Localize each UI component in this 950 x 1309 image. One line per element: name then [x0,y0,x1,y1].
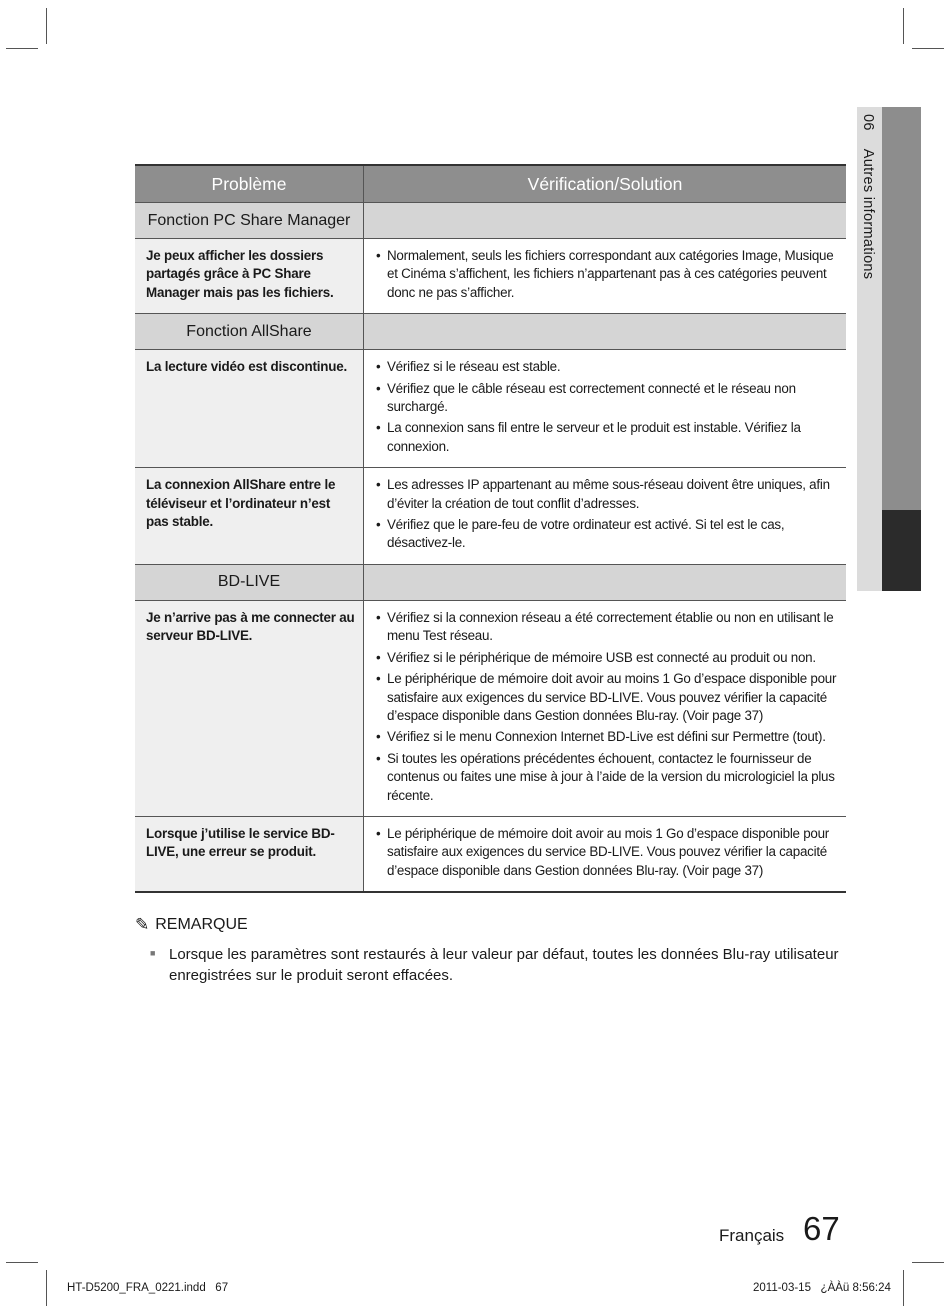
side-tab-marker [882,510,921,591]
side-tab-bar [882,107,921,510]
header-problem: Problème [135,165,364,203]
solution-cell [364,468,847,565]
side-tab-label [860,114,876,279]
pencil-icon: ✎ [135,915,150,934]
crop-mark [903,8,904,44]
solution-item: • Normalement, seuls les fichiers correspondant aux catégories Image, Musique et Cinéma s’affichent, les fichiers n’appartenant pas à ces catégories peuvent donc ne pas s’afficher. [376,247,838,302]
crop-mark [46,8,47,44]
problem-cell: Lorsque j’utilise le service BD-LIVE, une erreur se produit. [135,816,364,892]
page-language: Français [719,1226,785,1245]
crop-mark [6,48,38,49]
solution-item: • Vérifiez si le périphérique de mémoire USB est connecté au produit ou non. [376,649,838,667]
crop-mark [912,48,944,49]
solution-cell [364,350,847,468]
table-row [135,816,846,892]
crop-mark [46,1270,47,1306]
solution-cell [364,600,847,816]
header-solution: Vérification/Solution [364,165,847,203]
chapter-number: 06 [860,114,876,131]
solution-item: • Vérifiez que le pare-feu de votre ordinateur est activé. Si tel est le cas, désactivez-le. [376,516,838,553]
table-row [135,468,846,565]
solution-item: • Vérifiez si la connexion réseau a été correctement établie ou non en utilisant le menu Test réseau. [376,609,838,646]
table-row [135,350,846,468]
section-row [135,564,846,600]
problem-cell: Je peux afficher les dossiers partagés grâce à PC Share Manager mais pas les fichiers. [135,239,364,314]
note-text: Lorsque les paramètres sont restaurés à leur valeur par défaut, toutes les données Blu-ray utilisateur enregistrées sur le produit seront effacées. [169,946,839,984]
table-row [135,239,846,314]
print-file-info: HT-D5200_FRA_0221.indd 67 [67,1282,229,1294]
page-number: 67 [803,1210,840,1247]
solution-cell [364,239,847,314]
crop-mark [6,1262,38,1263]
section-title: BD-LIVE [135,564,364,600]
note-heading [135,915,248,935]
section-row [135,314,846,350]
solution-item: • La connexion sans fil entre le serveur et le produit est instable. Vérifiez la connexion. [376,419,838,456]
troubleshooting-table [135,164,846,893]
chapter-title: Autres informations [860,148,876,280]
problem-cell: La lecture vidéo est discontinue. [135,350,364,468]
solution-item: • Vérifiez si le menu Connexion Internet BD-Live est défini sur Permettre (tout). [376,728,838,746]
print-timestamp: 2011-03-15 ¿ÀÀü 8:56:24 [753,1282,891,1294]
solution-item: • Vérifiez que le câble réseau est correctement connecté et le réseau non surchargé. [376,380,838,417]
crop-mark [903,1270,904,1306]
note-title: REMARQUE [155,916,248,933]
solution-item: • Le périphérique de mémoire doit avoir au mois 1 Go d’espace disponible pour satisfaire aux exigences du service BD-LIVE. Vous pouvez vérifier la capacité d’espace disponible dans Gestion données Blu-ray. (Voir page 37) [376,825,838,880]
problem-cell: Je n’arrive pas à me connecter au serveur BD-LIVE. [135,600,364,816]
solution-cell [364,816,847,892]
crop-mark [912,1262,944,1263]
solution-item: • Les adresses IP appartenant au même sous-réseau doivent être uniques, afin d’éviter la création de tout conflit d’adresses. [376,476,838,513]
section-title: Fonction AllShare [135,314,364,350]
problem-cell: La connexion AllShare entre le téléviseur et l’ordinateur n’est pas stable. [135,468,364,565]
section-row [135,203,846,239]
square-bullet-icon: ■ [150,948,156,958]
section-title: Fonction PC Share Manager [135,203,364,239]
solution-item: • Vérifiez si le réseau est stable. [376,358,838,376]
solution-item: • Si toutes les opérations précédentes échouent, contactez le fournisseur de contenus ou faites une mise à jour à l’aide de la version du micrologiciel la plus récente. [376,750,838,805]
solution-item: • Le périphérique de mémoire doit avoir au moins 1 Go d’espace disponible pour satisfaire aux exigences du service BD-LIVE. Vous pouvez vérifier la capacité d’espace disponible dans Gestion données Blu-ray. (Voir page 37) [376,670,838,725]
table-row [135,600,846,816]
